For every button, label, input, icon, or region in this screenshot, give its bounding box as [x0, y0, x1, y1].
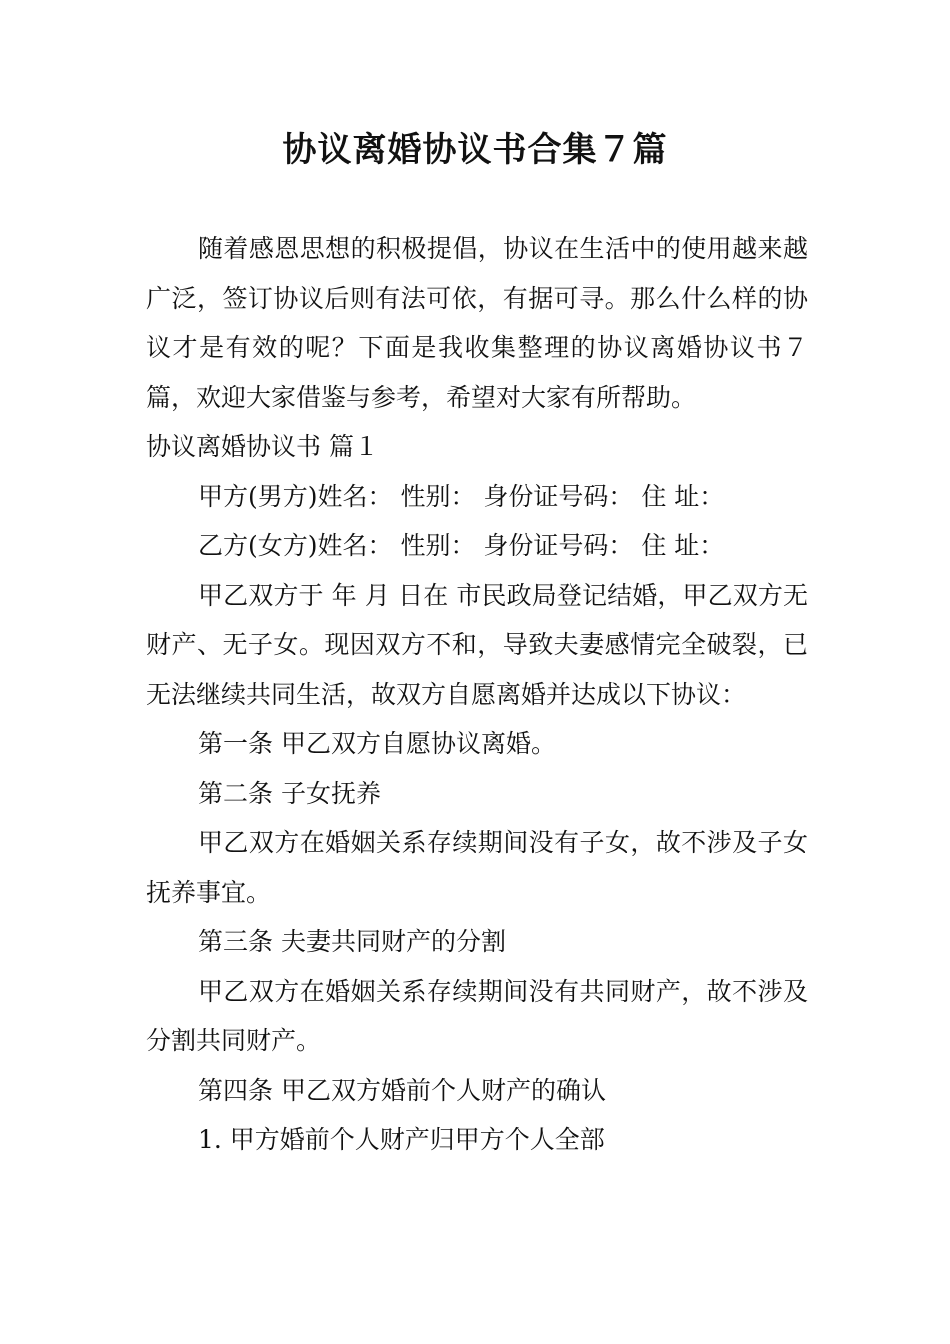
article-2-heading: 第二条 子女抚养 [198, 778, 381, 808]
article-4-item-1: 1. 甲方婚前个人财产归甲方个人全部 [198, 1125, 605, 1154]
intro-paragraph: 随着感恩思想的积极提倡，协议在生活中的使用越来越广泛，签订协议后则有法可依，有据可寻。那么什么样的协议才是有效的呢？下面是我收集整理的协议离婚协议书７篇，欢迎大家借鉴与参考，希望对大家有所帮助。 [146, 234, 808, 412]
article-1: 第一条 甲乙双方自愿协议离婚。 [198, 729, 556, 758]
section-heading: 协议离婚协议书 篇１ [146, 432, 379, 461]
article-2-body: 甲乙双方在婚姻关系存续期间没有子女，故不涉及子女抚养事宜。 [146, 828, 808, 907]
document-body [146, 224, 808, 1165]
marriage-statement: 甲乙双方于 年 月 日在 市民政局登记结婚，甲乙双方无财产、无子女。现因双方不和，导致夫妻感情完全破裂，已无法继续共同生活，故双方自愿离婚并达成以下协议： [146, 580, 808, 709]
article-4-heading: 第四条 甲乙双方婚前个人财产的确认 [198, 1075, 606, 1105]
article-3-body: 甲乙双方在婚姻关系存续期间没有共同财产，故不涉及分割共同财产。 [146, 976, 808, 1055]
party-a-line: 甲方(男方)姓名： 性别： 身份证号码： 住 址： [198, 481, 725, 511]
party-b-line: 乙方(女方)姓名： 性别： 身份证号码： 住 址： [198, 531, 725, 560]
document-title: 协议离婚协议书合集７篇 [282, 130, 668, 170]
article-3-heading: 第三条 夫妻共同财产的分割 [198, 927, 506, 956]
